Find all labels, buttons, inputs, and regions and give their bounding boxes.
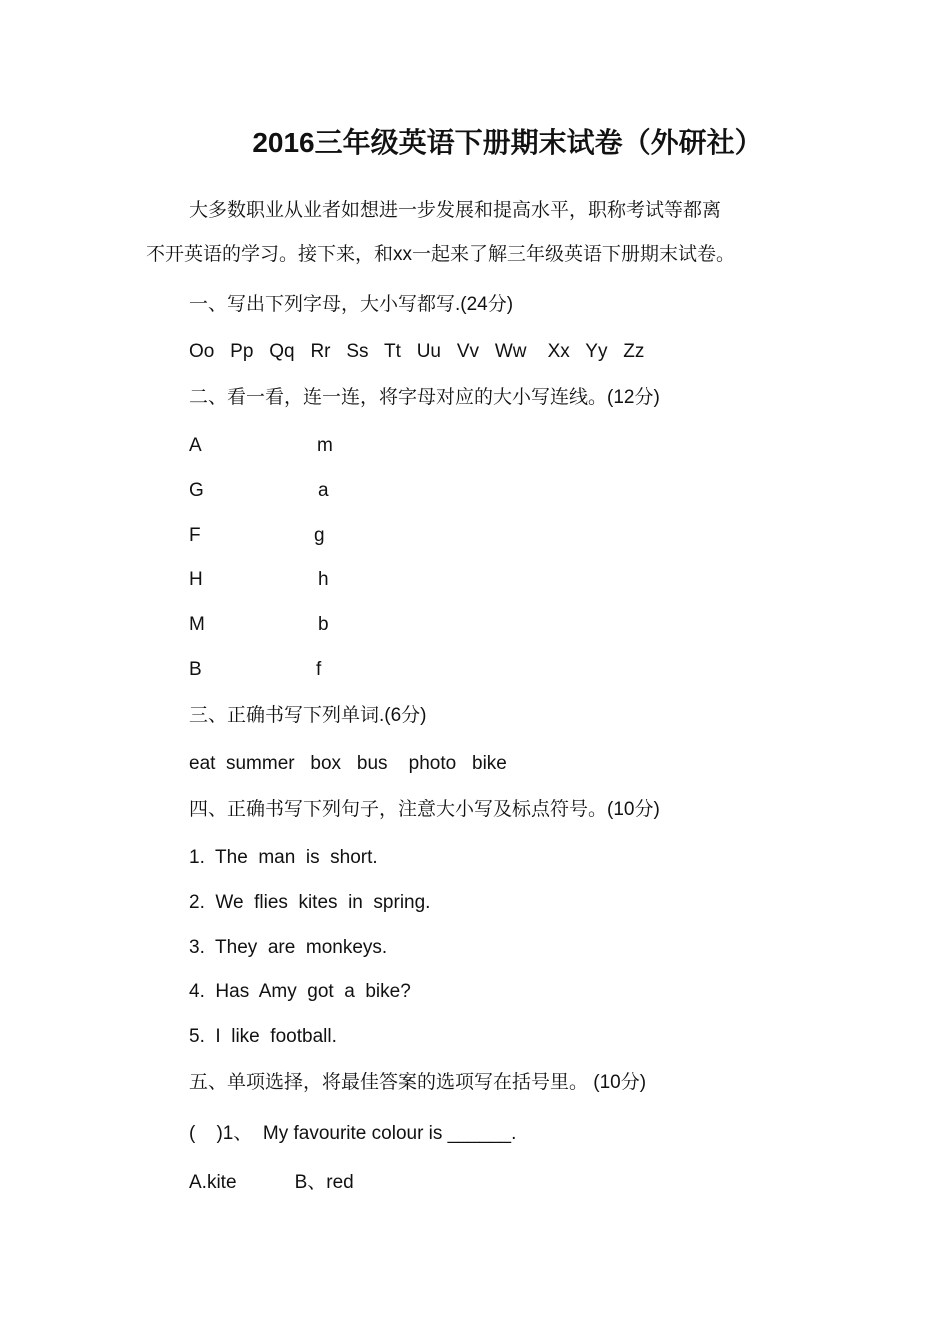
question-1-options: A.kite B、red [189, 1172, 354, 1193]
section-1-letters: Oo Pp Qq Rr Ss Tt Uu Vv Ww Xx Yy Zz [189, 341, 645, 362]
section-5-heading: 五、单项选择，将最佳答案的选项写在括号里。 (10分) [189, 1072, 647, 1093]
section-3-words: eat summer box bus photo bike [189, 753, 507, 774]
intro-line-2: 不开英语的学习。接下来，和xx一起来了解三年级英语下册期末试卷。 [146, 244, 736, 265]
section-2-heading: 二、看一看，连一连，将字母对应的大小写连线。(12分) [189, 387, 660, 408]
sentence-item: 3. They are monkeys. [189, 937, 388, 958]
sentence-item: 5. I like football. [189, 1026, 337, 1047]
pair-lower: a [318, 480, 329, 501]
pair-upper: A [189, 435, 202, 456]
pair-lower: b [318, 614, 329, 635]
pair-lower: m [317, 435, 333, 456]
pair-lower: h [318, 569, 329, 590]
pair-upper: G [189, 480, 204, 501]
sentence-item: 1. The man is short. [189, 847, 378, 868]
pair-upper: M [189, 614, 205, 635]
pair-lower: g [314, 525, 325, 546]
intro-line-1: 大多数职业从业者如想进一步发展和提高水平，职称考试等都离 [189, 200, 722, 221]
pair-lower: f [316, 659, 322, 680]
pair-upper: H [189, 569, 203, 590]
pair-upper: B [189, 659, 202, 680]
pair-upper: F [189, 525, 201, 546]
question-1: ( )1、 My favourite colour is ______. [189, 1123, 517, 1144]
section-3-heading: 三、正确书写下列单词.(6分) [189, 705, 427, 726]
section-4-heading: 四、正确书写下列句子，注意大小写及标点符号。(10分) [189, 799, 660, 820]
sentence-item: 2. We flies kites in spring. [189, 892, 431, 913]
page-title: 2016三年级英语下册期末试卷（外研社） [252, 127, 763, 158]
sentence-item: 4. Has Amy got a bike? [189, 981, 411, 1002]
section-1-heading: 一、写出下列字母，大小写都写.(24分) [189, 294, 514, 315]
